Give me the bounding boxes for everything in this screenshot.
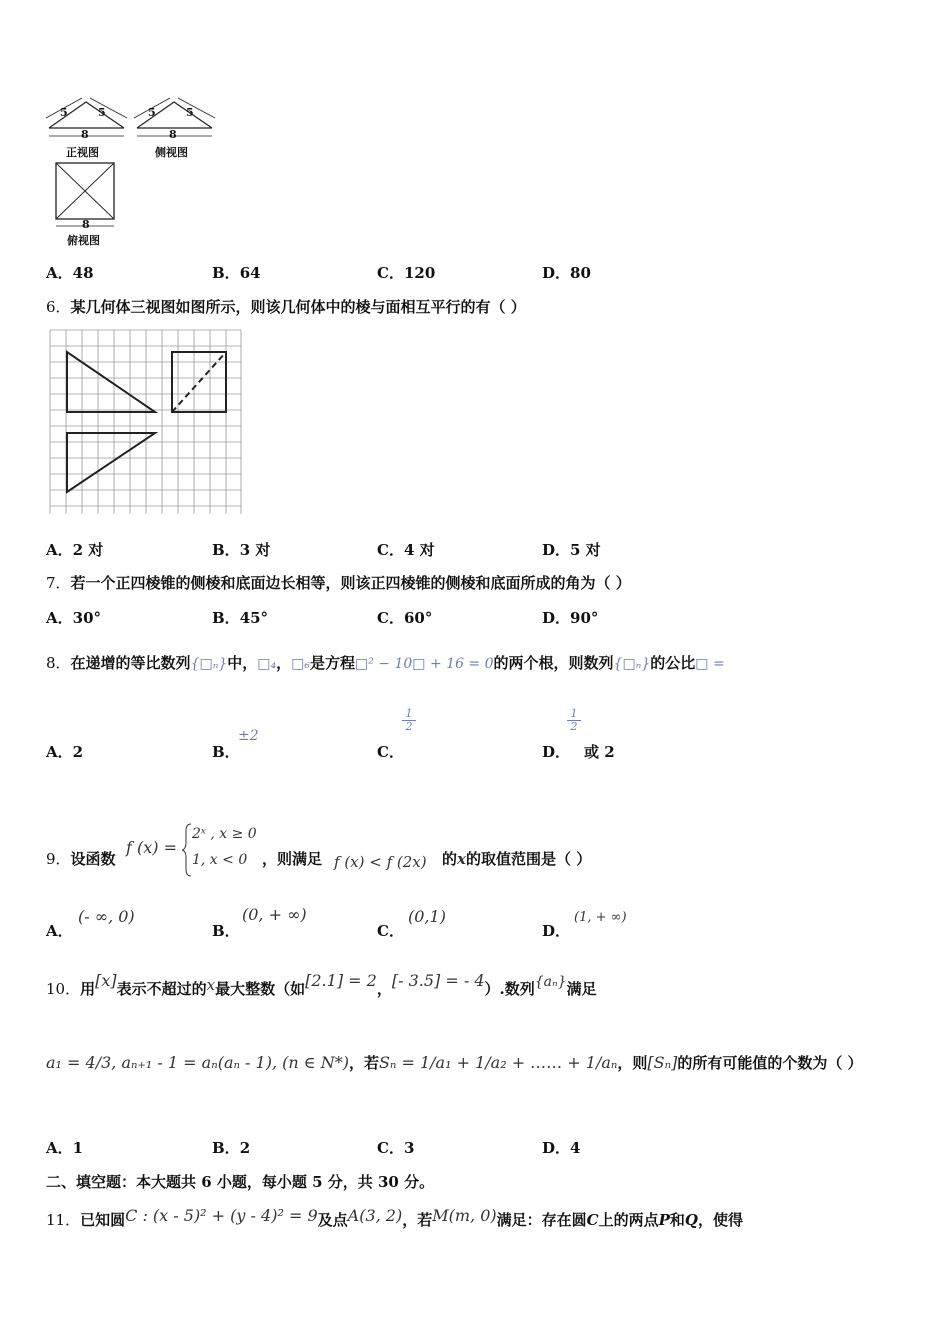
q7-stem: 7．若一个正四棱锥的侧棱和底面边长相等，则该正四棱锥的侧棱和底面所成的角为（ ） bbox=[46, 574, 631, 592]
q5-option-b[interactable]: B．64 bbox=[212, 264, 261, 282]
q7-option-b[interactable]: B．45° bbox=[212, 609, 269, 627]
q6-option-b[interactable]: B．3 对 bbox=[212, 541, 271, 559]
q8-option-d[interactable]: D． 或 2 bbox=[542, 743, 615, 761]
q6-stem: 6．某几何体三视图如图所示，则该几何体中的棱与面相互平行的有（ ） bbox=[46, 298, 526, 316]
q8-option-b[interactable]: B． bbox=[212, 743, 240, 761]
q6-option-d[interactable]: D．5 对 bbox=[542, 541, 601, 559]
q8-option-c-value: 1 2 bbox=[402, 708, 416, 733]
q6-option-a[interactable]: A．2 对 bbox=[46, 541, 104, 559]
q9-brace bbox=[182, 823, 192, 877]
q9-option-b-value: (0, + ∞) bbox=[242, 905, 307, 924]
q9-case-1: 2ˣ , x ≥ 0 bbox=[192, 826, 257, 842]
top-view-label: 俯视图 bbox=[67, 234, 100, 247]
q5-option-d[interactable]: D．80 bbox=[542, 264, 591, 282]
q10-option-d[interactable]: D．4 bbox=[542, 1139, 581, 1157]
front-view-label: 正视图 bbox=[66, 146, 99, 159]
q9-stem-lead: 9．设函数 bbox=[46, 850, 116, 868]
q7-option-d[interactable]: D．90° bbox=[542, 609, 599, 627]
q9-option-b[interactable]: B． bbox=[212, 922, 240, 940]
q9-option-c[interactable]: C． bbox=[377, 922, 404, 940]
q7-option-a[interactable]: A．30° bbox=[46, 609, 102, 627]
side-view-label: 侧视图 bbox=[155, 146, 188, 159]
q9-case-2: 1, x < 0 bbox=[192, 852, 248, 868]
section-2-heading: 二、填空题：本大题共 6 小题，每小题 5 分，共 30 分。 bbox=[46, 1173, 435, 1191]
q10-option-a[interactable]: A．1 bbox=[46, 1139, 84, 1157]
q9-option-c-value: (0,1) bbox=[408, 907, 446, 926]
q9-option-d-value: (1, + ∞) bbox=[574, 910, 627, 925]
q8-option-d-fraction: 1 2 bbox=[567, 708, 581, 733]
front-slant-dim-right: 5 bbox=[98, 106, 106, 119]
q10-recurrence: , aₙ₊₁ - 1 = aₙ(aₙ - 1), (n ∈ N*) bbox=[111, 1053, 349, 1072]
side-slant-dim-left: 5 bbox=[148, 106, 156, 119]
q8-stem: 8．在递增的等比数列{□ₙ}中，□₄，□₆是方程□² − 10□ + 16 = 0的两个根，则数列{□ₙ}的公比□ = bbox=[46, 654, 725, 672]
q8-option-a[interactable]: A．2 bbox=[46, 743, 84, 761]
q9-option-a[interactable]: A． bbox=[46, 922, 73, 940]
q9-stem-tail: 的x的取值范围是（ ） bbox=[442, 850, 592, 868]
q5-option-a[interactable]: A．48 bbox=[46, 264, 94, 282]
q9-option-d[interactable]: D． bbox=[542, 922, 571, 940]
front-view-figure bbox=[44, 96, 134, 138]
q9-option-a-value: (- ∞, 0) bbox=[78, 907, 135, 926]
q6-option-c[interactable]: C．4 对 bbox=[377, 541, 435, 559]
front-slant-dim-left: 5 bbox=[60, 106, 68, 119]
q10-option-c[interactable]: C．3 bbox=[377, 1139, 415, 1157]
side-view-figure bbox=[132, 96, 222, 138]
q10-sum-definition: Sₙ = 1/a₁ + 1/a₂ + …… + 1/aₙ bbox=[378, 1053, 618, 1072]
q8-option-c[interactable]: C． bbox=[377, 743, 404, 761]
q5-option-c[interactable]: C．120 bbox=[377, 264, 436, 282]
q10-stem-line2: a₁ = 4/3, aₙ₊₁ - 1 = aₙ(aₙ - 1), (n ∈ N*)，若Sₙ = 1/a₁ + 1/a₂ + …… + 1/aₙ，则[Sₙ]的所有可能值的个数为（ ） bbox=[46, 1053, 863, 1072]
q10-initial-term: a₁ = 4/3 bbox=[46, 1053, 112, 1072]
q10-option-b[interactable]: B．2 bbox=[212, 1139, 251, 1157]
q6-grid-figure bbox=[50, 330, 242, 515]
q7-option-c[interactable]: C．60° bbox=[377, 609, 433, 627]
q10-floor-sum: [Sₙ] bbox=[647, 1053, 678, 1072]
side-slant-dim-right: 5 bbox=[186, 106, 194, 119]
q9-function-name: f (x) = bbox=[126, 838, 178, 857]
q9-stem-mid: ，则满足 bbox=[262, 850, 323, 868]
q8-option-b-value: ±2 bbox=[238, 728, 259, 744]
front-base-dim: 8 bbox=[81, 128, 89, 141]
q9-inequality: f (x) < f (2x) bbox=[334, 853, 427, 871]
q11-stem: 11．已知圆C : (x - 5)² + (y - 4)² = 9及点A(3, 2)，若M(m, 0)满足：存在圆C上的两点P和Q，使得 bbox=[46, 1206, 743, 1229]
side-base-dim: 8 bbox=[169, 128, 177, 141]
q10-stem-line1: 10．用[x]表示不超过的x最大整数（如[2.1] = 2，[- 3.5] = - 4）.数列{aₙ}满足 bbox=[46, 971, 597, 998]
top-base-dim: 8 bbox=[82, 218, 90, 231]
